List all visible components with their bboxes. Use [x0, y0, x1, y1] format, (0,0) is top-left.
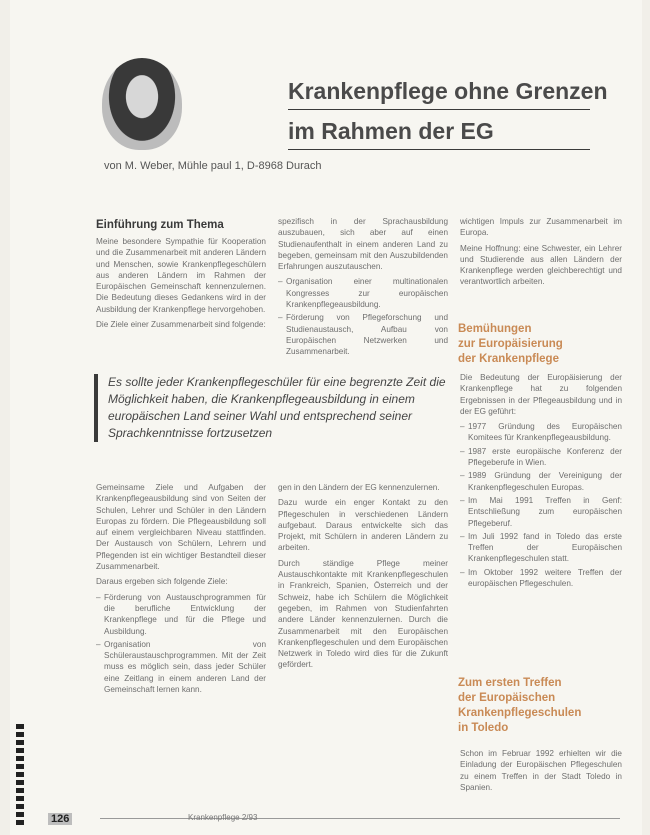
paragraph: Daraus ergeben sich folgende Ziele: — [96, 577, 228, 587]
page-number: 126 — [48, 813, 72, 825]
paragraph: Durch ständige Pflege meiner Austauschkontakte mit Krankenpflegeschulen in Frankreich, Spanien, Österreich und der Schweiz, habe ich Schülern die Möglichkeit gegeben, im Rahmen von Studienfahrten andere Länder kennenzulernen. Durch die Zusammenarbeit mit den Europäischen Krankenpflegeschulen und dem Europäischen Netzwerk in Toledo wird dies für die Zukunft gefördert. — [278, 558, 448, 670]
title-rule-2 — [288, 149, 590, 150]
footer-rule — [100, 818, 620, 819]
column-2-top — [278, 216, 448, 360]
paragraph: Meine besondere Sympathie für Kooperation und die Zusammenarbeit mit anderen Ländern und Menschen, sowie Krankenpflegeschülern aus anderen Ländern im Rahmen der Europäischen Gemeinschaft kennenzulernen. Die Bedeutung dieses Gedankens wird in der Ausbildung der Krankenpflege hervorgehoben. — [96, 237, 266, 314]
column-3-top — [460, 216, 622, 292]
pull-quote: Es sollte jeder Krankenpflegeschüler für eine begrenzte Zeit die Möglichkeit haben, die Krankenpflegeausbildung in einem europäischen Land seiner Wahl und entsprechend seiner Sprachkenntnisse fortzusetzen — [94, 374, 468, 442]
article-title-line2: im Rahmen der EG — [288, 118, 494, 144]
paragraph: Schon im Februar 1992 erhielten wir die Einladung der Europäischen Pflegeschulen zu einem Treffen in der Stadt Toledo in Spanien. — [460, 749, 622, 792]
list-item: – 1987 erste europäische Konferenz der Pflegeberufe in Wien. — [468, 446, 622, 469]
paragraph: spezifisch in der Sprachausbildung auszubauen, sich aber auf einen Studienaufenthalt in einem anderen Land zu begeben, gemeinsam mit den Auszubildenden Erfahrungen auszutauschen. — [278, 217, 448, 272]
paragraph: gen in den Ländern der EG kennenzulernen. — [278, 483, 440, 492]
paragraph: Dazu wurde ein enger Kontakt zu den Pflegeschulen in verschiedenen Ländern aufgebaut. Daraus entwickelte sich das Projekt, mit Schülern in anderen Ländern zu arbeiten. — [278, 498, 448, 553]
paragraph: wichtigen Impuls zur Zusammenarbeit im Europa. — [460, 217, 622, 238]
list-item: – Im Mai 1991 Treffen in Genf: Entschließung zum europäischen Pflegeberuf. — [468, 495, 622, 529]
section-heading-introduction: Einführung zum Thema — [96, 219, 224, 231]
column-3-bottom — [460, 748, 622, 797]
heading-line: der Krankenpflege — [458, 353, 559, 365]
article-title-line1: Krankenpflege ohne Grenzen — [288, 78, 608, 104]
author-byline: von M. Weber, Mühle paul 1, D-8968 Durach — [104, 160, 322, 172]
heading-line: Zum ersten Treffen — [458, 677, 562, 689]
paragraph: Die Ziele einer Zusammenarbeit sind folgende: — [96, 320, 266, 330]
list-item: – Organisation von Schüleraustauschprogrammen. Mit der Zeit muss es möglich sein, dass jeder Schüler eine Zeitlang in einem anderen Land der Gemeinschaft lernen kann. — [104, 639, 266, 695]
list-item: – Förderung von Austauschprogrammen für die berufliche Entwicklung der Krankenpflege und für die Pflege und Ausbildung. — [104, 592, 266, 637]
heading-line: Bemühungen — [458, 323, 532, 335]
heading-line: zur Europäisierung — [458, 338, 563, 350]
list-item: – Im Juli 1992 fand in Toledo das erste Treffen der Europäischen Krankenpflegeschulen statt. — [468, 531, 622, 565]
column-2-bottom — [278, 482, 448, 675]
magazine-page — [10, 0, 642, 835]
list-item: – 1989 Gründung der Vereinigung der Krankenpflegeschulen Europas. — [468, 470, 622, 493]
column-1-bottom — [96, 482, 266, 697]
bullet-list — [96, 592, 266, 696]
running-footer: Krankenpflege 2/93 — [188, 813, 258, 822]
heading-line: in Toledo — [458, 722, 509, 734]
heading-line: der Europäischen — [458, 692, 556, 704]
binding-marks — [16, 724, 24, 828]
section-heading-europeanization — [458, 322, 563, 367]
bullet-list — [278, 276, 448, 357]
section-heading-toledo — [458, 676, 581, 736]
list-item: – Im Oktober 1992 weitere Treffen der europäischen Pflegeschulen. — [468, 567, 622, 590]
column-1-top — [96, 236, 266, 334]
list-item: – Förderung von Pflegeforschung und Studienaustausch, Aufbau von Europäischen Netzwerken und Zusammenarbeit. — [286, 312, 448, 357]
author-portrait — [102, 58, 182, 150]
paragraph: Gemeinsame Ziele und Aufgaben der Krankenpflegeausbildung sind von Seiten der Schulen, Lehrer und Schüler in den Ländern Europas zu fördern. Die Pflegeausbildung soll auf einem vergleichbaren Niveau stattfinden. Der Austausch von Schülern, Lehrern und Pflegenden ist ein wichtiger Bestandteil dieser Zusammenarbeit. — [96, 483, 266, 572]
list-item: – 1977 Gründung des Europäischen Komitees für Krankenpflegeausbildung. — [468, 421, 622, 444]
bullet-list — [460, 421, 622, 589]
list-item: – Organisation einer multinationalen Kongresses zur europäischen Krankenpflegeausbildung. — [286, 276, 448, 310]
paragraph: Die Bedeutung der Europäisierung der Krankenpflege hat zu folgenden Ergebnissen in der Pflegeausbildung und in der EG geführt: — [460, 373, 622, 416]
paragraph: Meine Hoffnung: eine Schwester, ein Lehrer und Studierende aus allen Ländern der Krankenpflege werden gleichberechtigt und verantwortlich arbeiten. — [460, 243, 622, 287]
heading-line: Krankenpflegeschulen — [458, 707, 582, 719]
title-rule-1 — [288, 109, 590, 110]
column-3-middle — [460, 372, 622, 591]
